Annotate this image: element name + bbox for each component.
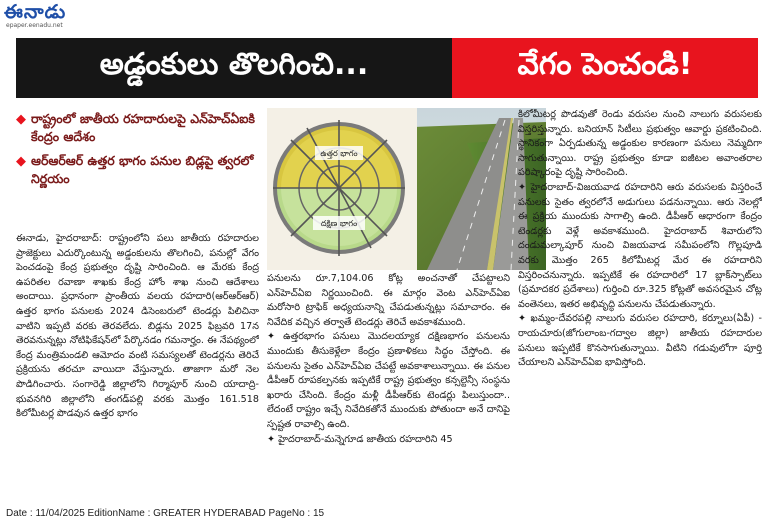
highlight-item <box>16 110 260 146</box>
article-column-3 <box>518 108 762 504</box>
paragraph: పనులను రూ.7,104.06 కోట్ల అంచనాతో చేపట్టాలని ఎన్‌హెచ్‌ఏఐ నిర్ణయించింది. ఈ మార్గం వెంట ఎన్‌హెచ్‌ఏఐ మరోసారి ట్రాఫిక్ అధ్యయనాన్ని చేపడుతున్నట్లు సమాచారం. ఈ నివేదిక వచ్చిన తర్వాతే టెండర్లు తెరిచే అవకాశముంది. <box>267 273 510 328</box>
map-label-north: ఉత్తర భాగం <box>320 149 358 158</box>
diamond-bullet-icon: ◆ <box>16 154 26 169</box>
highlights <box>16 110 260 194</box>
headline-left: అడ్డంకులు తొలగించి... <box>16 38 452 98</box>
eenadu-logo: ఈనాడు <box>4 1 67 23</box>
map-photo-illustration <box>267 108 546 270</box>
paragraph: ✦ హైదరాబాద్-మన్నెగూడ జాతీయ రహదారిని 45 <box>267 433 453 445</box>
masthead <box>4 2 114 32</box>
diamond-bullet-icon: ◆ <box>16 112 26 127</box>
headline-banner <box>16 38 758 98</box>
map-label-south: దక్షిణ భాగం <box>320 219 358 228</box>
rrr-map-and-highway-photo <box>267 108 546 270</box>
article-column-2 <box>267 272 510 504</box>
paragraph: ✦ ఉత్తరభాగం పనులు మొదలయ్యాక దక్షిణభాగం పనులను ముందుకు తీసుకెళ్లేలా కేంద్రం ప్రణాళికలు సిద్ధం చేస్తోంది. ఈ పనులను సైతం ఎన్‌హెచ్‌ఏఐ చేపట్టే అవకాశాలున్నాయి. ఈ పనుల డీపీఆర్ రూపకల్పనకు ఇప్పటికే రాష్ట్ర ప్రభుత్వం కన్సల్టెన్సీ సంస్థను ఖరారు చేసింది. కేంద్రం మళ్లీ డీపీఆర్‌కు టెండర్లు పిలుస్తుందా.. లేదంటే రాష్ట్రం ఇచ్చే నివేదికతోనే ముందుకు పోతుందా అనే దానిపై స్పష్టత రావాల్సి ఉంది. <box>267 331 510 430</box>
paragraph: కిలోమీటర్ల పొడవుతో రెండు వరుసల నుంచి నాలుగు వరుసలకు విస్తరిస్తున్నారు. బనియాన్ సిటీలు ప్రభుత్వం ఆవార్డు ప్రకటించింది. స్థానికంగా ఏర్పడుతున్న అడ్డంకుల కారణంగా పనులు నెమ్మదిగా సాగుతున్నాయి. రాష్ట్ర ప్రభుత్వం కూడా ఐజీటల అవాంతరాల పరిష్కారంపై దృష్టి సారించింది. <box>518 109 762 179</box>
paragraph: ✦ హైదరాబాద్-విజయవాడ రహదారిని ఆరు వరుసలకు విస్తరించే పనులకు సైతం త్వరలోనే అడుగులు పడనున్నాయి. ఆరు నెలల్లో ఈ ప్రక్రియ ముందుకు సాగాల్సి ఉంది. డీపీఆర్ ఆధారంగా కేంద్రం టెండర్లకు వెళ్లే అవకాశముంది. హైదరాబాద్ శివారులోని దండుమల్కాపూర్ నుంచి విజయవాడ సమీపంలోని గొల్లపూడి వరకు మొత్తం 265 కిలోమీటర్ల మేర ఈ రహదారిని విస్తరించనున్నారు. ఇప్పటికే ఈ రహదారిలో 17 బ్లాక్‌స్పాట్‌లు (ప్రమాదకర ప్రదేశాలు) గుర్తించి రూ.325 కోట్లతో అవసరమైన చోట్ల వంతెనలు, ఇతర అభివృద్ధి పనులను చేపడుతున్నారు. <box>518 181 762 310</box>
paragraph: ఈనాడు, హైదరాబాద్: రాష్ట్రంలోని పలు జాతీయ రహదారుల ప్రాజెక్టులు ఎదుర్కొంటున్న అడ్డంకులను తొలగించి, పనుల్లో వేగం పెంచడంపై కేంద్ర ప్రభుత్వం దృష్టి సారించింది. ఆ మేరకు కేంద్ర ఉపరితల రవాణా శాఖకు కేంద్ర హోం శాఖ నుంచి ఆదేశాలు అందాయి. ప్రధానంగా ప్రాంతీయ వలయ రహదారి(ఆర్‌ఆర్‌ఆర్) ఉత్తర భాగం పనులకు 2024 డిసెంబరులో టెండర్లు పిలిచినా వాటిని ఇప్పటి వరకు తెరవలేదు. బిడ్లను 2025 ఫిబ్రవరి 17న తెరవనున్నట్లు నోటిఫికేషన్‌లో పేర్కొనడం గమనార్హం. ఈ నేపథ్యంలో కేంద్ర మంత్రిమండలి ఆమోదం వంటి సమస్యలతో టెండర్లను తెరిచే ప్రక్రియను తరచూ వాయిదా వేస్తున్నారు. తాజాగా మరో నెల పొడిగించారు. సంగారెడ్డి జిల్లాలోని గిర్మాపూర్ నుంచి యాదాద్రి-భువనగిరి జిల్లాలోని తంగడ్‌పల్లి వరకు మొత్తం 161.518 కిలోమీటర్ల పొడవున ఉత్తర భాగం <box>16 233 259 420</box>
headline-right: వేగం పెంచండి! <box>452 38 758 98</box>
epaper-url: epaper.eenadu.net <box>6 22 63 29</box>
highlight-text: ఆర్‌ఆర్‌ఆర్ ఉత్తర భాగం పనుల బిడ్లపై త్వరలో నిర్ణయం <box>31 153 254 186</box>
paragraph: ✦ ఖమ్మం-దేవరపల్లి నాలుగు వరుసల రహదారి, కర్నూలు(ఏపీ) - రాయచూరు(జోగులాంబ-గద్వాల జిల్లా) జాతీయ రహదారుల పనులు ఇప్పటికే కొనసాగుతున్నాయి. వీటిని గడువులోగా పూర్తి చేయాలని ఎన్‌హెచ్‌ఏఐ భావిస్తోంది. <box>518 313 762 369</box>
highlight-item <box>16 152 260 188</box>
highlight-text: రాష్ట్రంలో జాతీయ రహదారులపై ఎన్‌హెచ్‌ఏఐకి కేంద్రం ఆదేశం <box>31 111 255 144</box>
epaper-footer: Date : 11/04/2025 EditionName : GREATER HYDERABAD PageNo : 15 <box>6 508 325 519</box>
article-column-1 <box>16 232 259 504</box>
